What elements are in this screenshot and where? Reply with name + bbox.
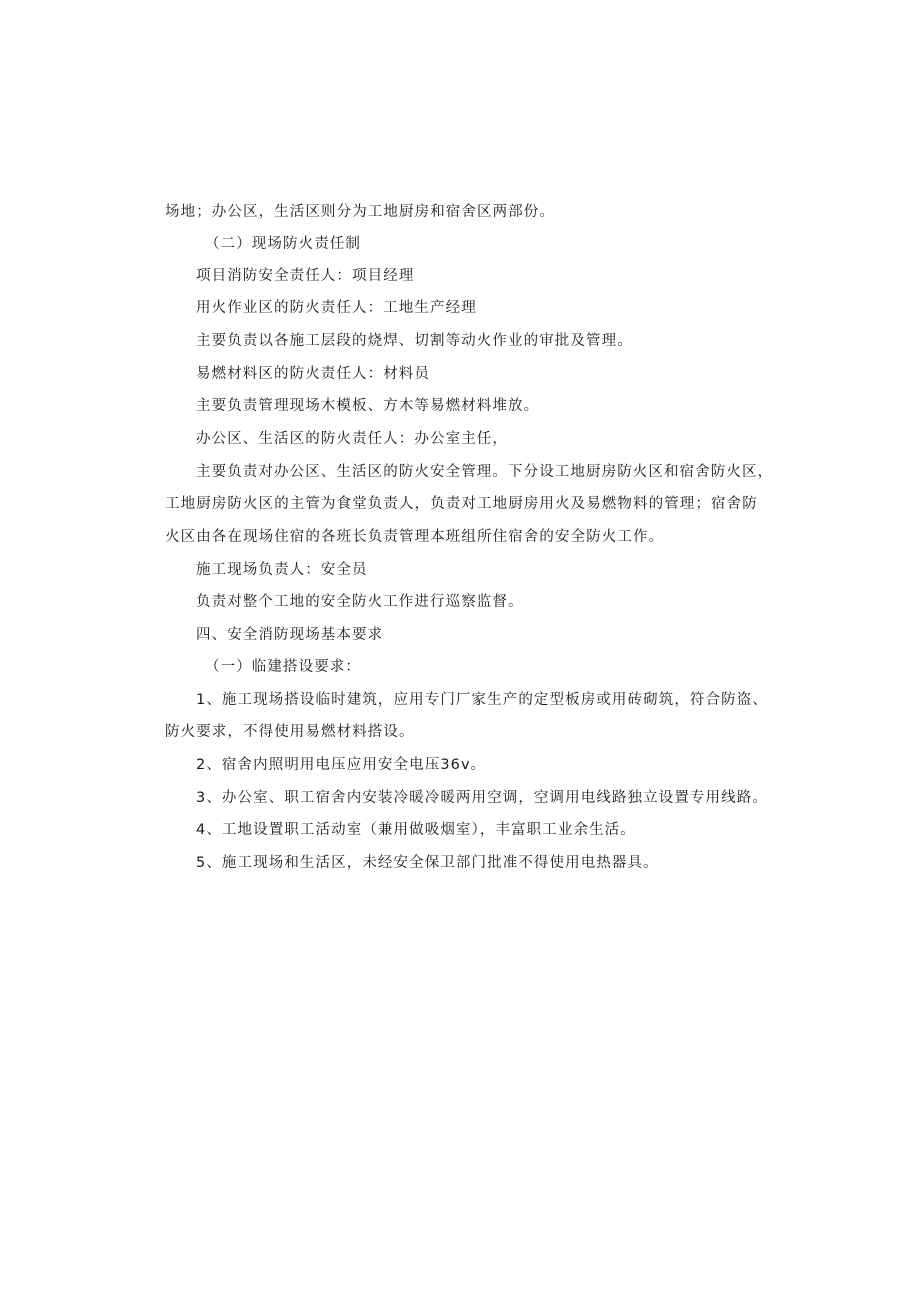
paragraph-line: 易燃材料区的防火责任人：材料员	[196, 366, 430, 382]
list-item: 2、宿舍内照明用电压应用安全电压36v。	[196, 757, 487, 773]
section-heading: （一）临建搭设要求：	[205, 659, 361, 675]
paragraph-line: 用火作业区的防火责任人：工地生产经理	[196, 300, 477, 316]
section-heading: （二）现场防火责任制	[205, 236, 361, 252]
paragraph-line: 主要负责以各施工层段的烧焊、切割等动火作业的审批及管理。	[196, 333, 633, 349]
paragraph-line: 火区由各在现场住宿的各班长负责管理本班组所住宿舍的安全防火工作。	[165, 529, 665, 545]
paragraph-line: 主要负责管理现场木模板、方木等易燃材料堆放。	[196, 398, 540, 414]
paragraph-line: 主要负责对办公区、生活区的防火安全管理。下分设工地厨房防火区和宿舍防火区，	[196, 464, 774, 480]
list-item: 3、办公室、职工宿舍内安装冷暖冷暖两用空调，空调用电线路独立设置专用线路。	[196, 790, 768, 806]
paragraph-line: 负责对整个工地的安全防火工作进行巡察监督。	[196, 594, 524, 610]
paragraph-line: 项目消防安全责任人：项目经理	[196, 268, 415, 284]
section-heading: 四、安全消防现场基本要求	[196, 627, 384, 643]
list-item: 1、施工现场搭设临时建筑，应用专门厂家生产的定型板房或用砖砌筑，符合防盗、	[196, 692, 768, 708]
paragraph-line: 施工现场负责人：安全员	[196, 562, 368, 578]
list-item: 4、工地设置职工活动室（兼用做吸烟室），丰富职工业余生活。	[196, 822, 636, 838]
paragraph-line: 办公区、生活区的防火责任人：办公室主任，	[196, 431, 508, 447]
paragraph-line: 场地；办公区，生活区则分为工地厨房和宿舍区两部份。	[165, 204, 555, 220]
list-item: 5、施工现场和生活区，未经安全保卫部门批准不得使用电热器具。	[196, 855, 659, 871]
paragraph-line: 工地厨房防火区的主管为食堂负责人，负责对工地厨房用火及易燃物料的管理；宿舍防	[165, 496, 758, 512]
paragraph-line: 防火要求，不得使用易燃材料搭设。	[165, 724, 415, 740]
